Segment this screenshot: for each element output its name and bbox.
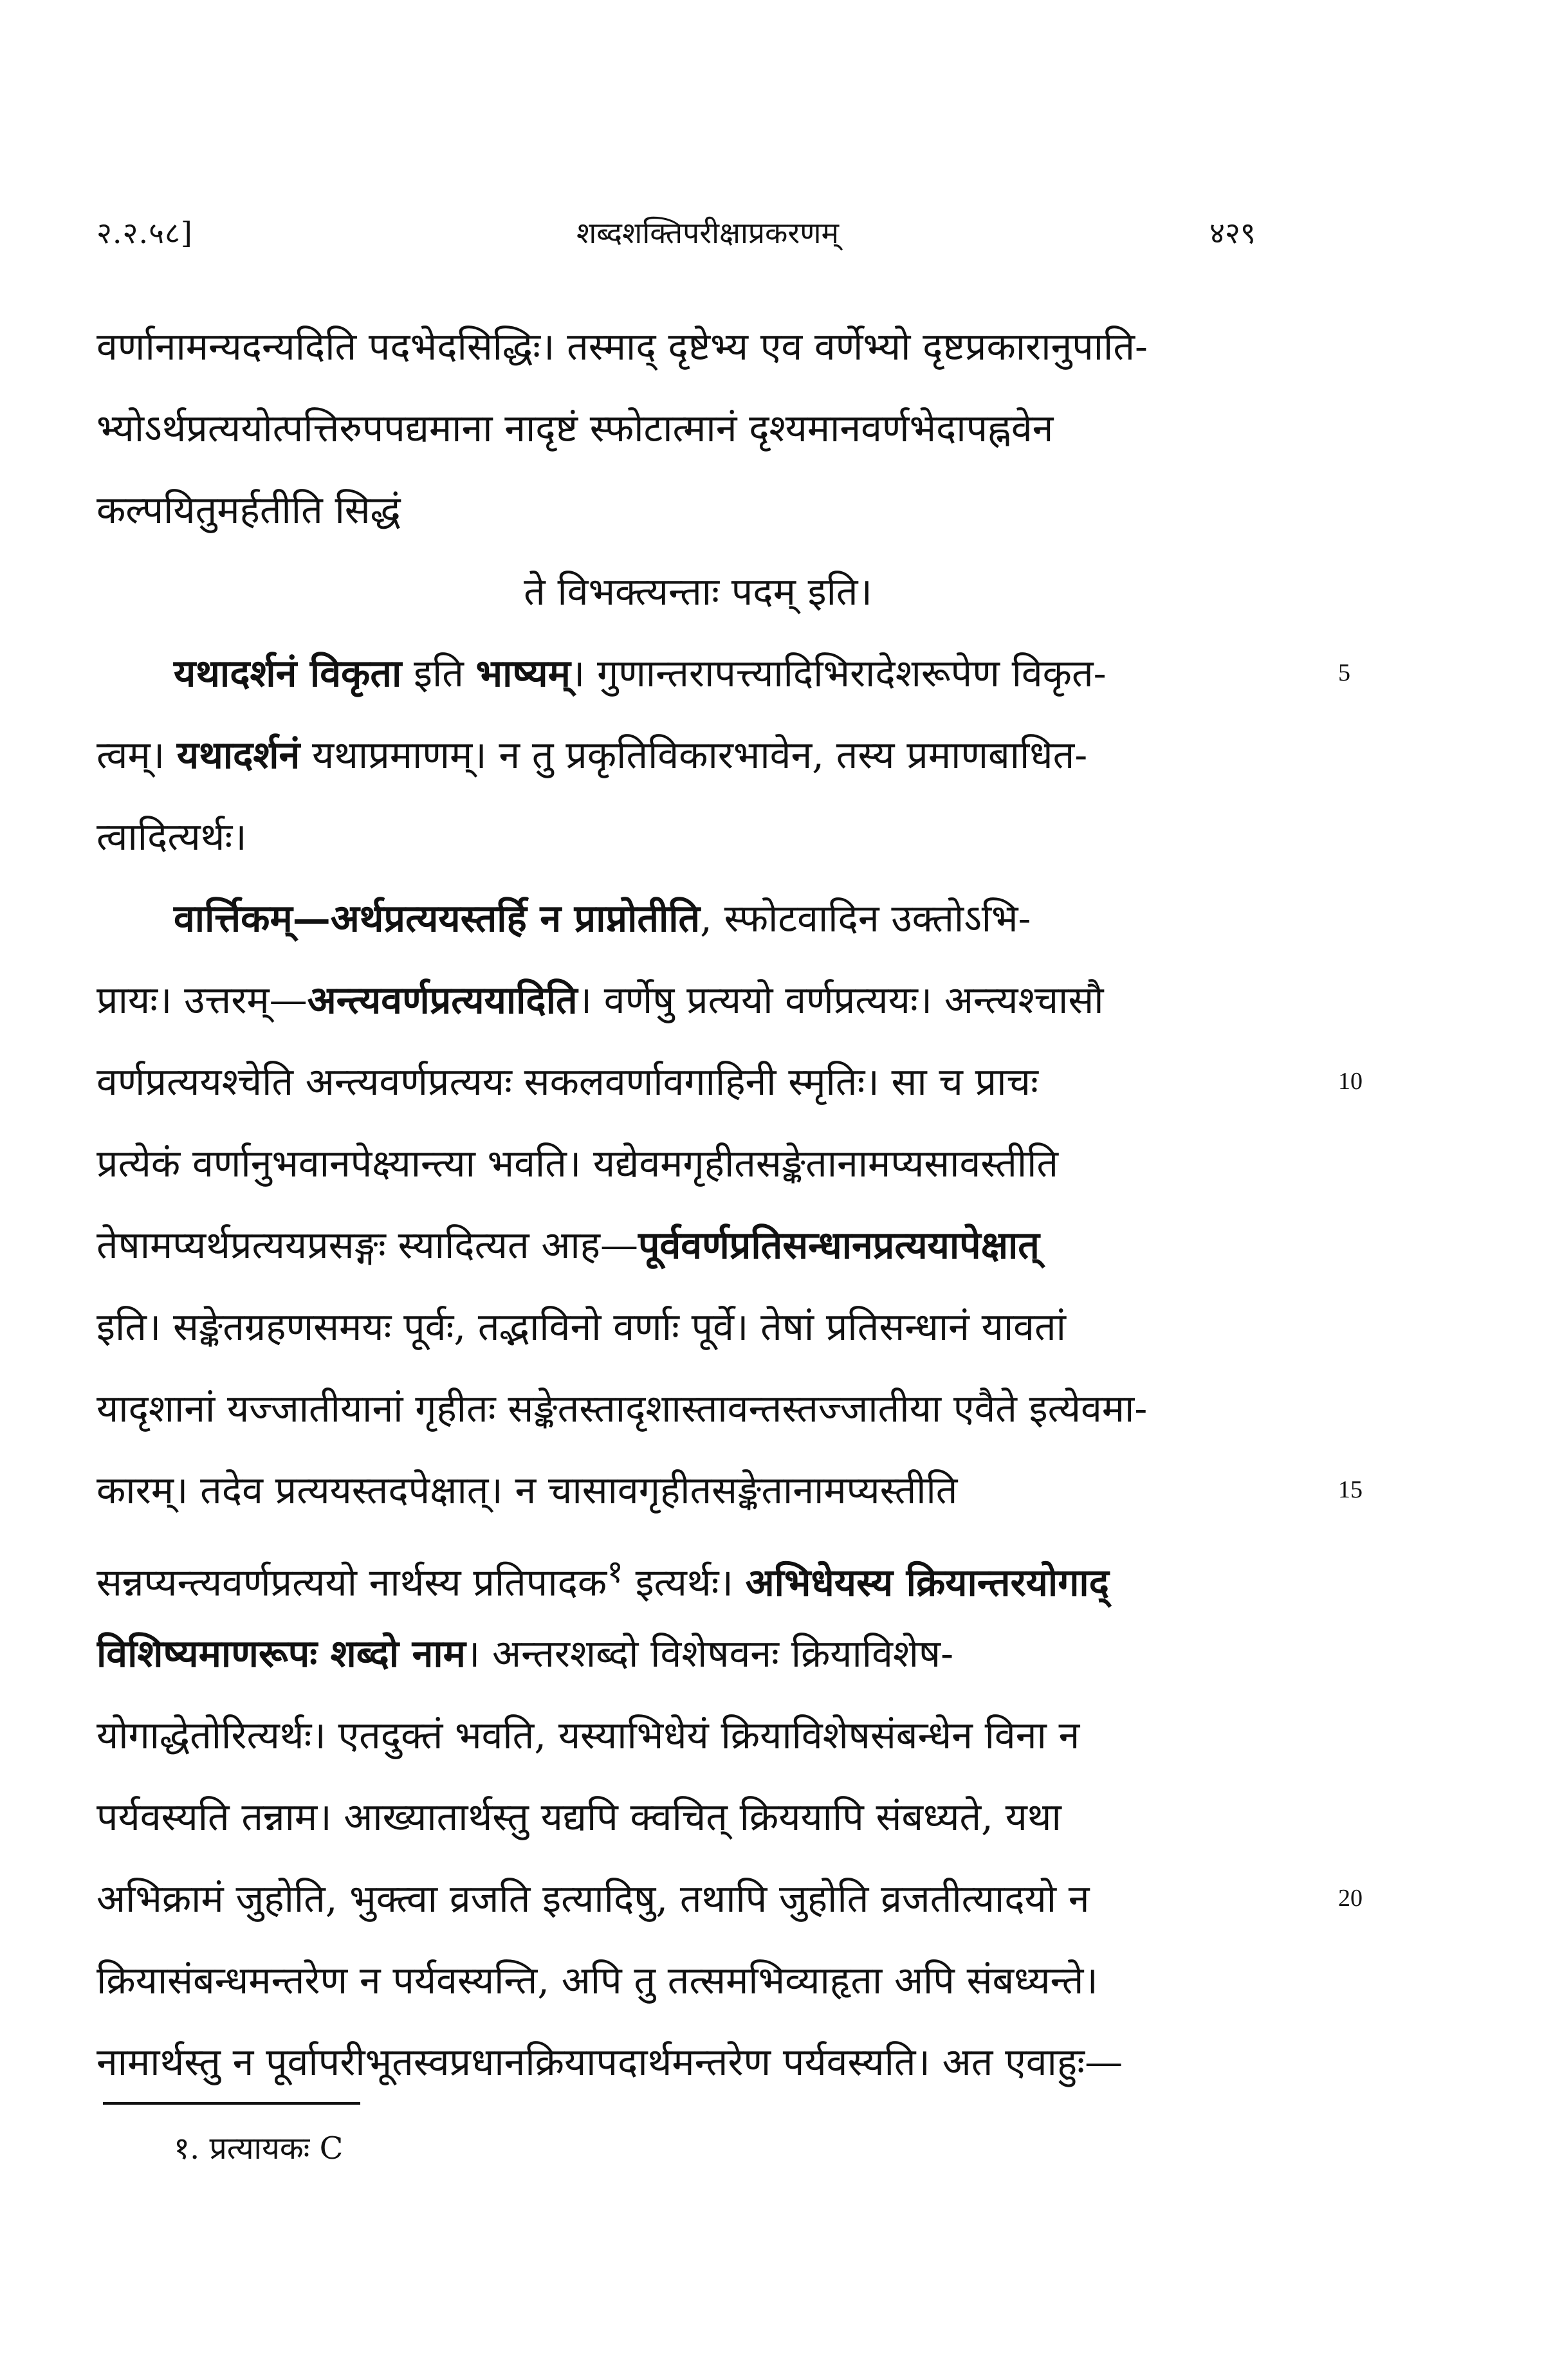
text-segment: पर्यवस्यति तन्नाम। आख्यातार्थस्तु यद्यपि क्वचित् क्रिययापि संबध्यते, यथा bbox=[96, 1795, 1062, 1839]
text-segment: त्वादित्यर्थः। bbox=[96, 814, 247, 859]
text-line bbox=[96, 796, 1300, 877]
text-line bbox=[96, 1122, 1300, 1204]
text-segment: प्रायः। उत्तरम्— bbox=[96, 978, 308, 1022]
footnote-marker: १ bbox=[607, 1553, 623, 1590]
footnote: १. प्रत्यायकः C bbox=[174, 2130, 344, 2166]
bold-term: वार्त्तिकम्—अर्थप्रत्ययस्तर्हि न प्राप्नोतीति bbox=[174, 896, 701, 940]
text-line bbox=[96, 1613, 1300, 1694]
text-line bbox=[96, 1041, 1300, 1122]
text-segment: प्रत्येकं वर्णानुभवानपेक्ष्यान्त्या भवति। यद्येवमगृहीतसङ्केतानामप्यसावस्तीति bbox=[96, 1141, 1059, 1185]
body-text bbox=[96, 306, 1300, 2103]
text-line bbox=[96, 1449, 1300, 1531]
text-segment: इति। सङ्केतग्रहणसमयः पूर्वः, तद्भाविनो वर्णाः पूर्वे। तेषां प्रतिसन्धानं यावतां bbox=[96, 1304, 1066, 1349]
footnote-rule bbox=[103, 2102, 360, 2105]
text-line bbox=[96, 1204, 1300, 1286]
text-segment: वर्णानामन्यदन्यदिति पदभेदसिद्धिः। तस्माद् दृष्टेभ्य एव वर्णेभ्यो दृष्टप्रकारानुपाति- bbox=[96, 324, 1148, 369]
bold-term: यथादर्शनं bbox=[176, 733, 300, 777]
text-line bbox=[96, 1531, 1300, 1613]
bold-term: विशिष्यमाणरूपः शब्दो नाम bbox=[96, 1631, 466, 1676]
text-segment: कारम्। तदेव प्रत्ययस्तदपेक्षात्। न चासावगृहीतसङ्केतानामप्यस्तीति bbox=[96, 1468, 958, 1512]
text-line bbox=[96, 306, 1300, 387]
text-line bbox=[96, 1939, 1300, 2021]
text-segment: यादृशानां यज्जातीयानां गृहीतः सङ्केतस्तादृशास्तावन्तस्तज्जातीया एवैते इत्येवमा- bbox=[96, 1386, 1148, 1431]
text-line bbox=[96, 1858, 1300, 1939]
bold-term: अन्त्यवर्णप्रत्ययादिति bbox=[307, 978, 578, 1022]
text-line bbox=[96, 1694, 1300, 1776]
text-segment: क्रियासंबन्धमन्तरेण न पर्यवस्यन्ति, अपि तु तत्समभिव्याहृता अपि संबध्यन्ते। bbox=[96, 1958, 1098, 2002]
text-segment: वर्णप्रत्ययश्चेति अन्त्यवर्णप्रत्ययः सकलवर्णावगाहिनी स्मृतिः। सा च प्राचः bbox=[96, 1059, 1038, 1104]
text-segment: ते विभक्त्यन्ताः पदम् इति। bbox=[524, 569, 872, 614]
margin-line-number: 20 bbox=[1338, 1885, 1363, 1912]
section-reference: २.२.५८] bbox=[96, 215, 193, 250]
text-segment: त्वम्। bbox=[96, 733, 177, 777]
margin-line-number: 15 bbox=[1338, 1476, 1363, 1503]
text-line bbox=[96, 469, 1300, 551]
text-segment: सन्नप्यन्त्यवर्णप्रत्ययो नार्थस्य प्रतिपादक bbox=[96, 1560, 607, 1605]
margin-line-number: 5 bbox=[1338, 659, 1350, 686]
bold-term: यथादर्शनं विकृता bbox=[174, 651, 402, 695]
text-segment: । वर्णेषु प्रत्ययो वर्णप्रत्ययः। अन्त्यश्चासौ bbox=[577, 978, 1104, 1022]
bold-term: भाष्यम् bbox=[475, 651, 571, 695]
text-segment: , स्फोटवादिन उक्तोऽभि- bbox=[700, 896, 1031, 940]
text-line bbox=[96, 959, 1300, 1041]
text-line bbox=[96, 387, 1300, 469]
text-segment: नामार्थस्तु न पूर्वापरीभूतस्वप्रधानक्रियापदार्थमन्तरेण पर्यवस्यति। अत एवाहुः— bbox=[96, 2040, 1123, 2084]
text-segment: यथाप्रमाणम्। न तु प्रकृतिविकारभावेन, तस्य प्रमाणबाधित- bbox=[300, 733, 1088, 777]
text-segment: योगाद्धेतोरित्यर्थः। एतदुक्तं भवति, यस्याभिधेयं क्रियाविशेषसंबन्धेन विना न bbox=[96, 1713, 1080, 1757]
text-line bbox=[96, 2021, 1300, 2103]
margin-line-number: 10 bbox=[1338, 1068, 1363, 1095]
text-segment: अभिक्रामं जुहोति, भुक्त्वा व्रजति इत्यादिषु, तथापि जुहोति व्रजतीत्यादयो न bbox=[96, 1876, 1090, 1921]
text-line bbox=[96, 551, 1300, 632]
text-line bbox=[96, 1776, 1300, 1858]
text-segment: कल्पयितुमर्हतीति सिद्धं bbox=[96, 488, 401, 532]
text-line bbox=[96, 632, 1300, 714]
text-segment: इत्यर्थः। bbox=[623, 1560, 746, 1605]
page-number: ४२९ bbox=[1209, 215, 1256, 250]
running-title: शब्दशक्तिपरीक्षाप्रकरणम् bbox=[576, 215, 839, 250]
page-header bbox=[0, 212, 1544, 270]
text-segment: । गुणान्तरापत्त्यादिभिरादेशरूपेण विकृत- bbox=[570, 651, 1107, 695]
bold-term: पूर्ववर्णप्रतिसन्धानप्रत्ययापेक्षात् bbox=[638, 1223, 1040, 1267]
text-segment: भ्योऽर्थप्रत्ययोत्पत्तिरुपपद्यमाना नादृष्टं स्फोटात्मानं दृश्यमानवर्णभेदापह्नवेन bbox=[96, 406, 1054, 450]
text-line bbox=[96, 877, 1300, 959]
text-segment: इति bbox=[401, 651, 476, 695]
text-line bbox=[96, 714, 1300, 796]
text-line bbox=[96, 1368, 1300, 1449]
bold-term: अभिधेयस्य क्रियान्तरयोगाद् bbox=[745, 1560, 1110, 1605]
text-segment: । अन्तरशब्दो विशेषवनः क्रियाविशेष- bbox=[465, 1631, 954, 1676]
text-segment: तेषामप्यर्थप्रत्ययप्रसङ्गः स्यादित्यत आह— bbox=[96, 1223, 638, 1267]
text-line bbox=[96, 1286, 1300, 1368]
